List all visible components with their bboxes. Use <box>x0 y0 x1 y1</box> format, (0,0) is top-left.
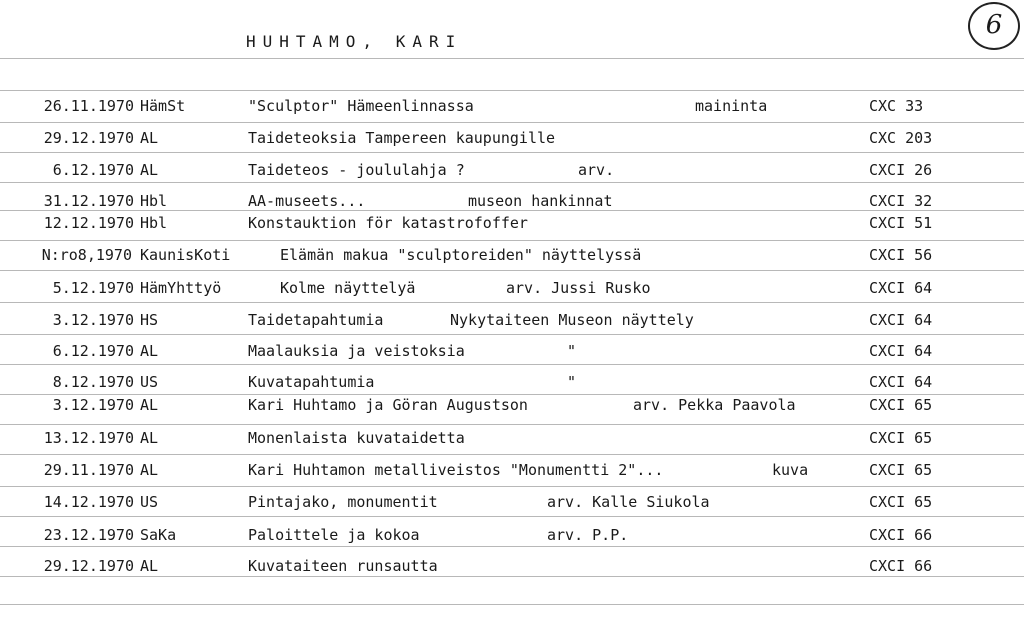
entry-row <box>0 97 1024 119</box>
entry-source: HämSt <box>140 97 186 115</box>
entry-title: Konstauktion för katastrofoffer <box>248 214 528 232</box>
entry-source: HämYhttyö <box>140 279 222 297</box>
entry-row <box>0 311 1024 333</box>
entry-reference: CXCI 64 <box>869 311 933 329</box>
entry-reference: CXCI 51 <box>869 214 933 232</box>
ruled-line <box>0 486 1024 487</box>
entry-row <box>0 557 1024 579</box>
ruled-line <box>0 240 1024 241</box>
ruled-line <box>0 364 1024 365</box>
entry-note: arv. <box>578 161 615 179</box>
entry-source: US <box>140 493 159 511</box>
entry-date: 6.12.1970 <box>52 161 134 179</box>
entry-row <box>0 396 1024 418</box>
entry-note: arv. Pekka Paavola <box>633 396 796 414</box>
entry-reference: CXCI 56 <box>869 246 933 264</box>
entry-row <box>0 526 1024 548</box>
entry-source: US <box>140 373 159 391</box>
entry-title: Kolme näyttelyä <box>280 279 416 297</box>
entry-source: AL <box>140 342 159 360</box>
entry-source: AL <box>140 557 159 575</box>
ruled-line <box>0 334 1024 335</box>
entry-row <box>0 161 1024 183</box>
entry-reference: CXCI 65 <box>869 396 933 414</box>
entry-row <box>0 461 1024 483</box>
entry-row <box>0 246 1024 268</box>
entry-source: KaunisKoti <box>140 246 231 264</box>
entry-source: AL <box>140 461 159 479</box>
entry-row <box>0 214 1024 236</box>
entry-note: arv. P.P. <box>547 526 629 544</box>
entry-reference: CXCI 65 <box>869 493 933 511</box>
entry-date: 26.11.1970 <box>43 97 134 115</box>
card-number-circle: 6 <box>968 2 1020 50</box>
entry-reference: CXC 203 <box>869 129 933 147</box>
entry-source: AL <box>140 396 159 414</box>
ruled-line <box>0 90 1024 91</box>
entry-note: arv. Jussi Rusko <box>506 279 651 297</box>
entry-row <box>0 373 1024 395</box>
entry-note: " <box>567 373 577 391</box>
ruled-line <box>0 424 1024 425</box>
entry-title: Taideteos - joululahja ? <box>248 161 465 179</box>
ruled-line <box>0 122 1024 123</box>
entry-date: N:ro8,1970 <box>41 246 132 264</box>
entry-title: Elämän makua "sculptoreiden" näyttelyssä <box>280 246 642 264</box>
entry-reference: CXCI 32 <box>869 192 933 210</box>
entry-title: Maalauksia ja veistoksia <box>248 342 465 360</box>
entry-source: Hbl <box>140 192 168 210</box>
ruled-line <box>0 604 1024 605</box>
entry-note: maininta <box>695 97 768 115</box>
header-rule <box>0 58 1024 59</box>
entry-source: AL <box>140 161 159 179</box>
entry-title: Kuvatapahtumia <box>248 373 375 391</box>
entry-reference: CXCI 65 <box>869 429 933 447</box>
entry-date: 29.11.1970 <box>43 461 134 479</box>
entry-note: " <box>567 342 577 360</box>
entry-row <box>0 279 1024 301</box>
entry-reference: CXCI 65 <box>869 461 933 479</box>
entry-reference: CXCI 64 <box>869 373 933 391</box>
entry-title: Kari Huhtamo ja Göran Augustson <box>248 396 528 414</box>
entry-source: HS <box>140 311 159 329</box>
entry-row <box>0 429 1024 451</box>
entry-date: 3.12.1970 <box>52 396 134 414</box>
entry-reference: CXCI 64 <box>869 342 933 360</box>
entry-row <box>0 342 1024 364</box>
entry-source: AL <box>140 129 159 147</box>
entry-date: 13.12.1970 <box>43 429 134 447</box>
ruled-line <box>0 270 1024 271</box>
entry-note: kuva <box>772 461 809 479</box>
entry-reference: CXC 33 <box>869 97 924 115</box>
entry-source: Hbl <box>140 214 168 232</box>
entry-date: 29.12.1970 <box>43 557 134 575</box>
entry-date: 23.12.1970 <box>43 526 134 544</box>
entry-title: Taidetapahtumia <box>248 311 384 329</box>
entry-row <box>0 493 1024 515</box>
entry-title: Paloittele ja kokoa <box>248 526 420 544</box>
entry-source: SaKa <box>140 526 177 544</box>
entry-row <box>0 129 1024 151</box>
entry-date: 8.12.1970 <box>52 373 134 391</box>
ruled-line <box>0 454 1024 455</box>
entry-title: Kari Huhtamon metalliveistos "Monumentti 2"... <box>248 461 664 479</box>
entry-reference: CXCI 26 <box>869 161 933 179</box>
entry-date: 31.12.1970 <box>43 192 134 210</box>
ruled-line <box>0 302 1024 303</box>
entry-note: Nykytaiteen Museon näyttely <box>450 311 694 329</box>
entry-date: 29.12.1970 <box>43 129 134 147</box>
entry-reference: CXCI 66 <box>869 526 933 544</box>
entry-date: 14.12.1970 <box>43 493 134 511</box>
entry-note: arv. Kalle Siukola <box>547 493 710 511</box>
ruled-line <box>0 516 1024 517</box>
entry-title: Taideteoksia Tampereen kaupungille <box>248 129 556 147</box>
entry-date: 12.12.1970 <box>43 214 134 232</box>
entry-title: Monenlaista kuvataidetta <box>248 429 465 447</box>
ruled-line <box>0 152 1024 153</box>
card-title: HUHTAMO, KARI <box>246 32 463 51</box>
entry-title: AA-museets... <box>248 192 366 210</box>
entry-title: "Sculptor" Hämeenlinnassa <box>248 97 474 115</box>
entry-reference: CXCI 64 <box>869 279 933 297</box>
entry-note: museon hankinnat <box>468 192 613 210</box>
entry-date: 6.12.1970 <box>52 342 134 360</box>
entry-title: Pintajako, monumentit <box>248 493 438 511</box>
entry-reference: CXCI 66 <box>869 557 933 575</box>
entry-source: AL <box>140 429 159 447</box>
entry-title: Kuvataiteen runsautta <box>248 557 438 575</box>
entry-row <box>0 192 1024 214</box>
entry-date: 5.12.1970 <box>52 279 134 297</box>
entry-date: 3.12.1970 <box>52 311 134 329</box>
